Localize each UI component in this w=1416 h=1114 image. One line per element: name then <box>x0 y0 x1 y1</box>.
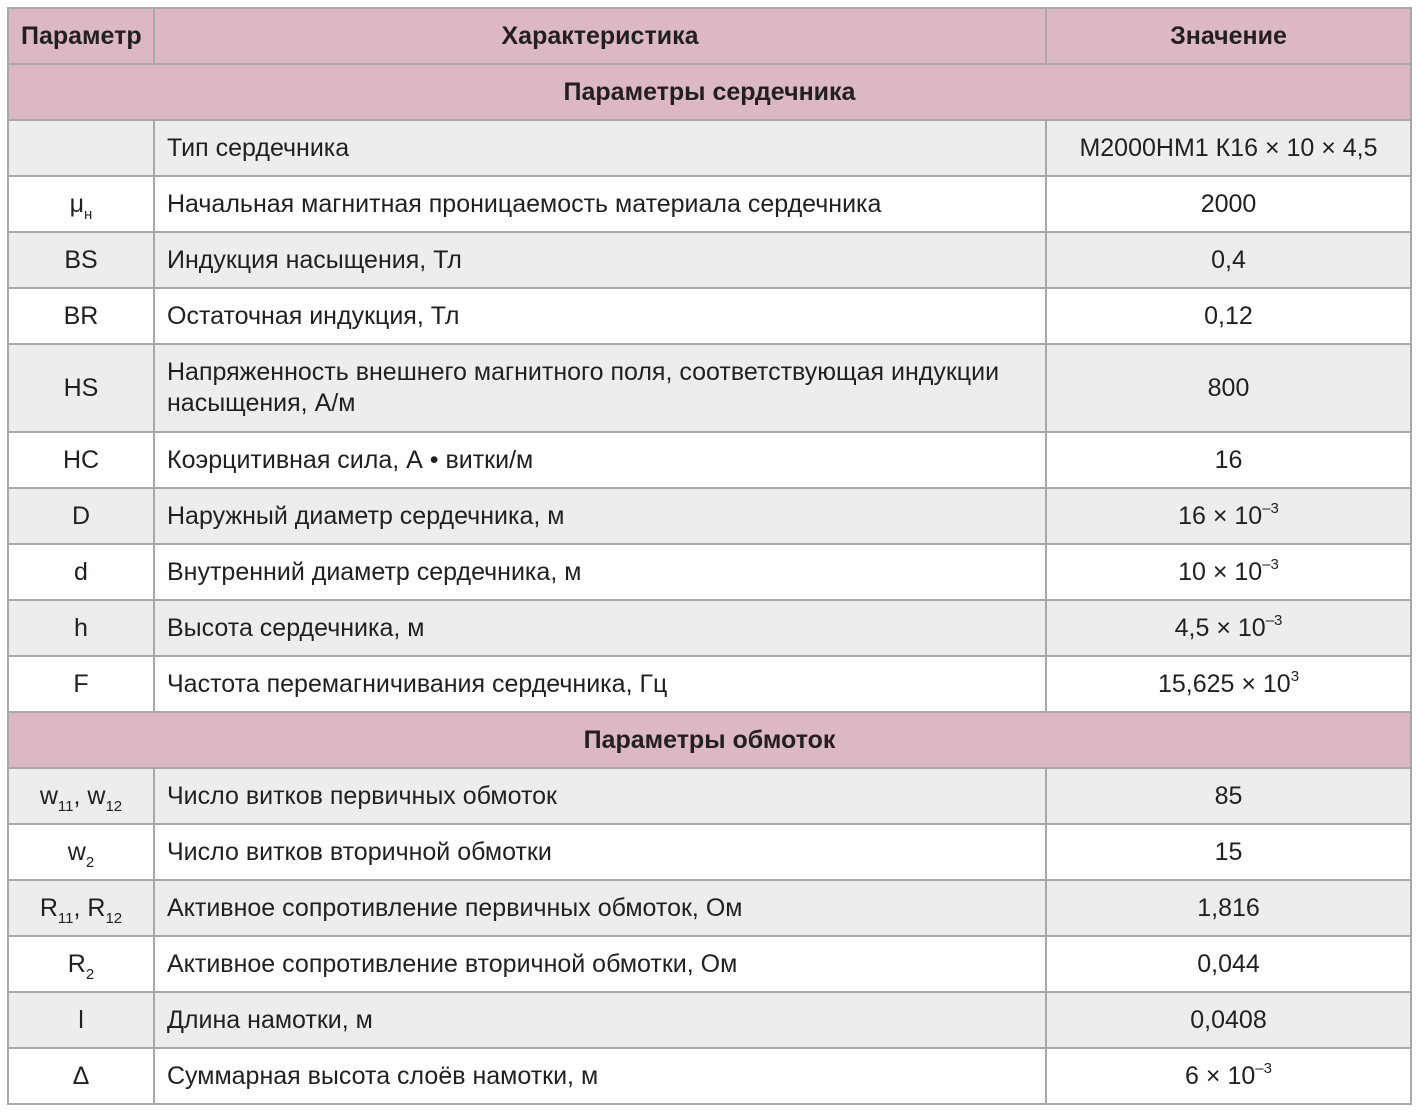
value-cell <box>1046 488 1411 544</box>
characteristic-cell: Напряженность внешнего магнитного поля, соответствующая индукции насыщения, А/м <box>154 344 1046 432</box>
characteristic-cell: Тип сердечника <box>154 120 1046 176</box>
value-exponent: –3 <box>1262 555 1279 573</box>
characteristic-cell: Число витков первичных обмоток <box>154 768 1046 824</box>
value-cell: 1,816 <box>1046 880 1411 936</box>
param-subscript: н <box>84 205 93 223</box>
header-row <box>8 8 1411 64</box>
table-row <box>8 232 1411 288</box>
characteristic-cell: Частота перемагничивания сердечника, Гц <box>154 656 1046 712</box>
param-subscript: 11 <box>57 909 74 927</box>
table-row <box>8 120 1411 176</box>
value-cell: М2000НМ1 К16 × 10 × 4,5 <box>1046 120 1411 176</box>
param-cell <box>8 768 154 824</box>
characteristic-cell: Индукция насыщения, Тл <box>154 232 1046 288</box>
value-exponent: –3 <box>1265 611 1283 629</box>
characteristic-cell: Суммарная высота слоёв намотки, м <box>154 1048 1046 1104</box>
param-cell <box>8 120 154 176</box>
value-cell: 0,4 <box>1046 232 1411 288</box>
characteristic-cell: Начальная магнитная проницаемость материала сердечника <box>154 176 1046 232</box>
param-separator: , <box>73 781 88 810</box>
characteristic-cell: Коэрцитивная сила, А • витки/м <box>154 432 1046 488</box>
param-cell <box>8 176 154 232</box>
param-separator: , <box>73 893 88 922</box>
param-cell: BR <box>8 288 154 344</box>
table-row <box>8 432 1411 488</box>
section-row-core <box>8 64 1411 120</box>
param-cell: HS <box>8 344 154 432</box>
section-title-core: Параметры сердечника <box>8 64 1411 120</box>
param-cell: l <box>8 992 154 1048</box>
characteristic-cell: Длина намотки, м <box>154 992 1046 1048</box>
table-row <box>8 176 1411 232</box>
param-symbol: μ <box>69 189 85 218</box>
table-row <box>8 1048 1411 1104</box>
table-row <box>8 768 1411 824</box>
param-cell <box>8 936 154 992</box>
value-base: 6 × 10 <box>1185 1061 1256 1090</box>
value-cell: 0,12 <box>1046 288 1411 344</box>
value-cell <box>1046 656 1411 712</box>
characteristic-cell: Внутренний диаметр сердечника, м <box>154 544 1046 600</box>
param-cell: Δ <box>8 1048 154 1104</box>
header-characteristic: Характеристика <box>154 8 1046 64</box>
characteristic-cell: Наружный диаметр сердечника, м <box>154 488 1046 544</box>
value-cell: 85 <box>1046 768 1411 824</box>
value-base: 4,5 × 10 <box>1174 613 1266 642</box>
param-cell: D <box>8 488 154 544</box>
param-cell <box>8 824 154 880</box>
value-base: 16 × 10 <box>1178 501 1263 530</box>
table-row <box>8 880 1411 936</box>
value-base: 15,625 × 10 <box>1157 669 1291 698</box>
table-row <box>8 344 1411 432</box>
value-base: 10 × 10 <box>1178 557 1263 586</box>
table-row <box>8 992 1411 1048</box>
value-cell: 15 <box>1046 824 1411 880</box>
section-row-windings <box>8 712 1411 768</box>
param-cell: F <box>8 656 154 712</box>
param-subscript: 12 <box>105 797 123 815</box>
table-row <box>8 488 1411 544</box>
param-symbol: R <box>39 893 58 922</box>
param-subscript: 2 <box>85 853 95 871</box>
param-symbol: w <box>39 781 58 810</box>
value-cell: 800 <box>1046 344 1411 432</box>
param-cell: d <box>8 544 154 600</box>
table-row <box>8 288 1411 344</box>
table-row <box>8 936 1411 992</box>
value-exponent: 3 <box>1290 667 1300 685</box>
param-symbol: w <box>67 837 86 866</box>
param-cell: BS <box>8 232 154 288</box>
value-cell: 16 <box>1046 432 1411 488</box>
table-row <box>8 656 1411 712</box>
param-symbol: R <box>87 893 106 922</box>
value-cell: 0,044 <box>1046 936 1411 992</box>
table-row <box>8 824 1411 880</box>
characteristic-cell: Высота сердечника, м <box>154 600 1046 656</box>
header-value: Значение <box>1046 8 1411 64</box>
parameters-table <box>7 7 1412 1105</box>
param-symbol: w <box>87 781 106 810</box>
param-cell: HC <box>8 432 154 488</box>
value-cell <box>1046 600 1411 656</box>
table-row <box>8 600 1411 656</box>
characteristic-cell: Остаточная индукция, Тл <box>154 288 1046 344</box>
value-cell: 0,0408 <box>1046 992 1411 1048</box>
value-exponent: –3 <box>1255 1059 1272 1077</box>
value-cell <box>1046 544 1411 600</box>
value-exponent: –3 <box>1262 499 1279 517</box>
value-cell: 2000 <box>1046 176 1411 232</box>
header-param: Параметр <box>8 8 154 64</box>
value-cell <box>1046 1048 1411 1104</box>
characteristic-cell: Активное сопротивление вторичной обмотки, Ом <box>154 936 1046 992</box>
characteristic-cell: Активное сопротивление первичных обмоток, Ом <box>154 880 1046 936</box>
param-cell <box>8 880 154 936</box>
characteristic-cell: Число витков вторичной обмотки <box>154 824 1046 880</box>
param-symbol: R <box>67 949 86 978</box>
param-subscript: 12 <box>105 909 123 927</box>
param-subscript: 11 <box>57 797 74 815</box>
section-title-windings: Параметры обмоток <box>8 712 1411 768</box>
table-row <box>8 544 1411 600</box>
param-cell: h <box>8 600 154 656</box>
param-subscript: 2 <box>85 965 95 983</box>
